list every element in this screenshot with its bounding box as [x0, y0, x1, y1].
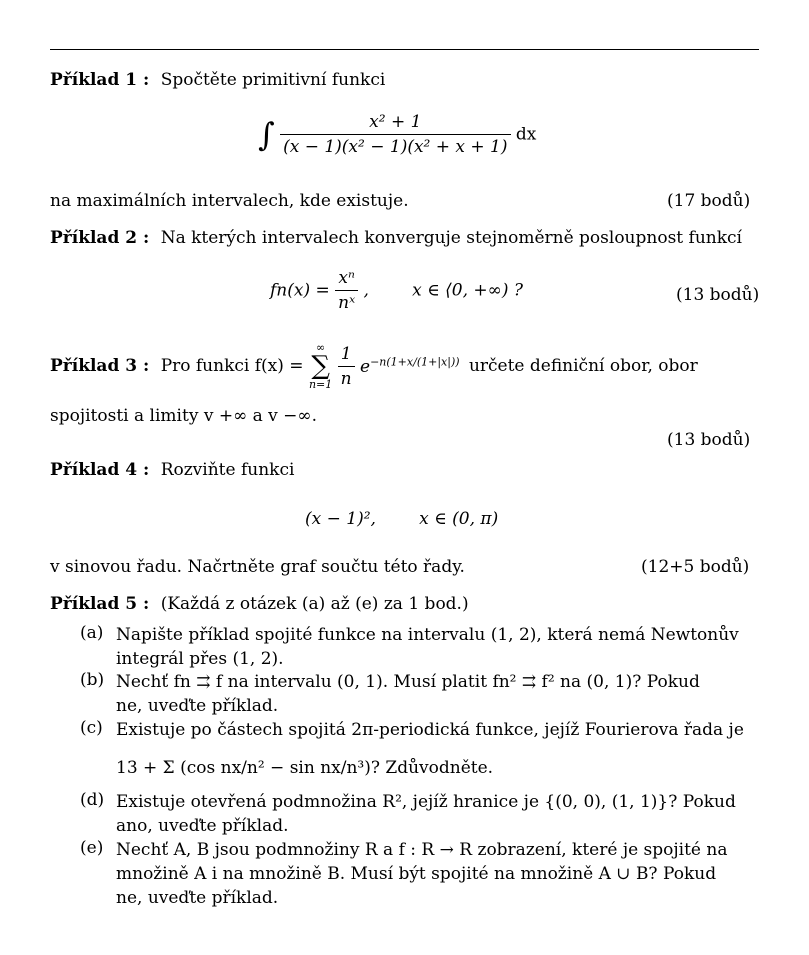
example-1-points: (17 bodů)	[667, 191, 751, 211]
example-1-label: Příklad 1 :	[50, 70, 150, 90]
item-d-label: (d)	[80, 790, 105, 810]
item-b-line1: Nechť fn ⇉ f na intervalu (0, 1). Musí platit fn² ⇉ f² na (0, 1)? Pokud	[116, 672, 700, 692]
example-3-one-over-n: $\frac{1}{n}$	[338, 344, 355, 389]
example-3-sum	[309, 342, 332, 390]
example-4-after: v sinovou řadu. Načrtněte graf součtu této řady.	[50, 557, 465, 577]
item-e-line1: Nechť A, B jsou podmnožiny R a f : R → R zobrazení, které je spojité na	[116, 840, 728, 860]
item-c-line2: 13 + Σ (cos nx/n² − sin nx/n³)? Zdůvodněte.	[116, 758, 494, 778]
item-d-line1: Existuje otevřená podmnožina R², jejíž hranice je {(0, 0), (1, 1)}? Pokud	[116, 792, 736, 812]
example-3-exponential: $e^{-n(1+x/(1+|x|))}$	[360, 355, 460, 377]
item-c-label: (c)	[80, 718, 103, 738]
sum-sigma: ∑	[311, 351, 330, 381]
item-c-line1: Existuje po částech spojitá 2π-periodická funkce, jejíž Fourierova řada je	[116, 720, 744, 740]
example-3-text-before: Pro funkci f(x) =	[160, 356, 304, 376]
example-1-integral	[258, 112, 536, 157]
example-3-line2: spojitosti a limity v +∞ a v −∞.	[50, 406, 317, 426]
sum-upper-limit: ∞	[316, 341, 326, 354]
item-b-line2: ne, uveďte příklad.	[116, 696, 279, 716]
item-c-text	[116, 718, 758, 780]
item-d-text	[116, 790, 758, 838]
item-a-line2: integrál přes (1, 2).	[116, 649, 284, 669]
integral-denominator: (x − 1)(x² − 1)(x² + x + 1)	[280, 134, 510, 157]
item-e-label: (e)	[80, 838, 104, 858]
example-2-numerator: xⁿ	[338, 268, 355, 288]
example-2-text: Na kterých intervalech konverguje stejnoměrně posloupnost funkcí	[160, 228, 742, 248]
example-2-points: (13 bodů)	[676, 285, 760, 305]
example-5-text: (Každá z otázek (a) až (e) za 1 bod.)	[160, 594, 469, 614]
example-2-formula-left: fn(x) =	[270, 280, 330, 301]
example-1-after: na maximálních intervalech, kde existuje.	[50, 191, 409, 211]
example-3-points: (13 bodů)	[667, 430, 751, 450]
example-4-label: Příklad 4 :	[50, 460, 150, 480]
item-b-text	[116, 670, 758, 718]
example-2-fraction	[335, 268, 358, 313]
example-5-label: Příklad 5 :	[50, 594, 150, 614]
example-2-formula-right: , x ∈ ⟨0, +∞) ?	[363, 280, 523, 301]
example-5-heading	[50, 594, 469, 614]
integral-fraction	[280, 112, 510, 157]
integral-dx: dx	[515, 124, 537, 145]
example-4-text: Rozviňte funkci	[160, 460, 295, 480]
item-e-text	[116, 838, 758, 910]
top-rule	[50, 49, 759, 50]
item-a-line1: Napište příklad spojité funkce na intervalu (1, 2), která nemá Newtonův	[116, 625, 739, 645]
integral-numerator: x² + 1	[369, 112, 422, 132]
example-3-text-after: určete definiční obor, obor	[468, 356, 698, 376]
item-e-line2: množině A i na množině B. Musí být spojité na množině A ∪ B? Pokud	[116, 864, 717, 884]
example-2-heading	[50, 228, 742, 248]
item-a-text	[116, 623, 758, 671]
example-1-heading	[50, 70, 385, 90]
example-2-label: Příklad 2 :	[50, 228, 150, 248]
item-d-line2: ano, uveďte příklad.	[116, 816, 289, 836]
example-2-formula	[270, 268, 523, 313]
item-e-line3: ne, uveďte příklad.	[116, 888, 279, 908]
example-3-label: Příklad 3 :	[50, 356, 150, 376]
example-4-heading	[50, 460, 294, 480]
example-4-formula: (x − 1)², x ∈ (0, π)	[305, 509, 499, 529]
item-a-label: (a)	[80, 623, 104, 643]
example-4-points: (12+5 bodů)	[641, 557, 750, 577]
example-2-denominator: nˣ	[335, 290, 358, 313]
sum-lower-limit: n=1	[308, 378, 333, 391]
integral-sign: ∫	[258, 115, 275, 154]
example-1-text: Spočtěte primitivní funkci	[160, 70, 386, 90]
item-b-label: (b)	[80, 670, 105, 690]
example-3-line1	[50, 342, 698, 390]
